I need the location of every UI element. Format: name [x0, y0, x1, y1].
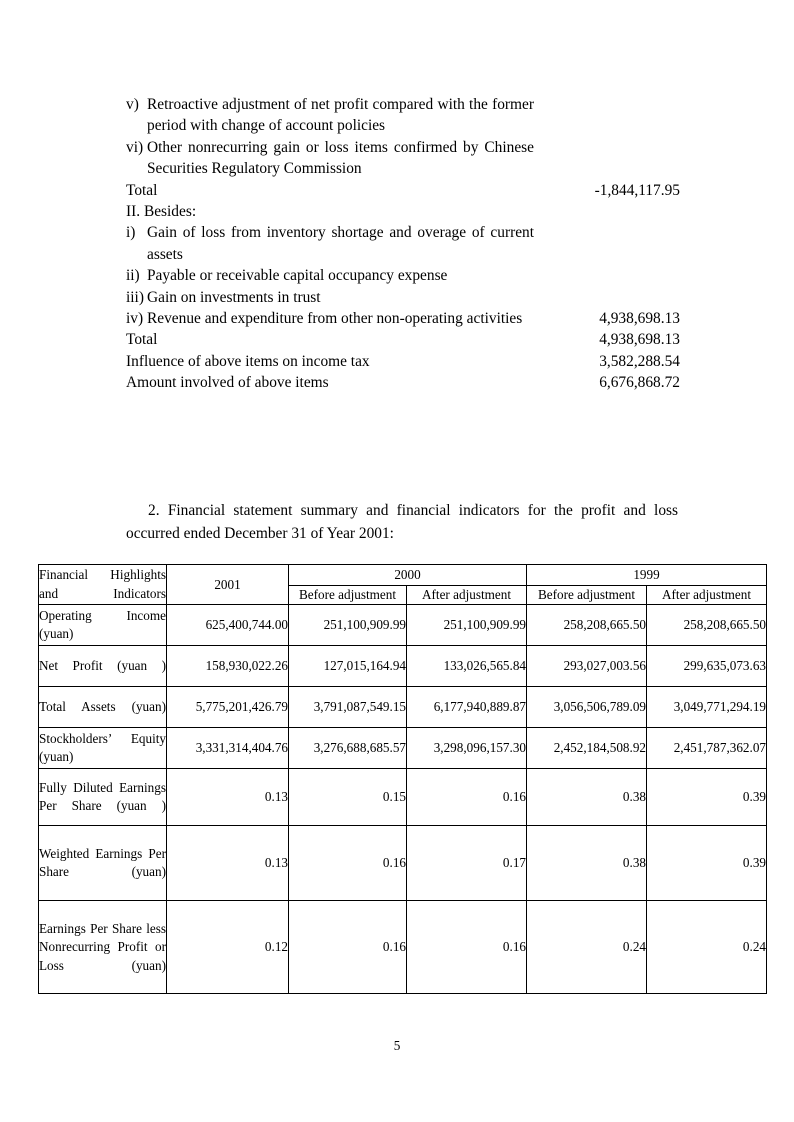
header-year-2001: 2001	[167, 565, 289, 605]
table-row	[39, 728, 767, 769]
row-label-fully-diluted-eps: Fully Diluted Earnings Per Share (yuan )	[39, 769, 167, 826]
row-label-operating-income: Operating Income (yuan)	[39, 605, 167, 646]
list-item-text: Other nonrecurring gain or loss items confirmed by Chinese Securities Regulatory Commission	[147, 138, 534, 178]
intro-paragraph: 2. Financial statement summary and financial indicators for the profit and loss occurred ended December 31 of Year 2001:	[126, 502, 678, 542]
list-marker: iv)	[126, 310, 144, 328]
table-row	[39, 687, 767, 728]
cell-1999-after: 0.39	[647, 826, 767, 901]
summary-row	[126, 351, 680, 372]
section-heading-text: II. Besides:	[126, 203, 197, 221]
cell-2000-after: 3,298,096,157.30	[407, 728, 527, 769]
cell-1999-before: 293,027,003.56	[527, 646, 647, 687]
header-1999-before-adjustment: Before adjustment	[527, 586, 647, 605]
page-number: 5	[393, 1038, 401, 1053]
cell-2000-after: 0.16	[407, 901, 527, 994]
cell-2000-after: 133,026,565.84	[407, 646, 527, 687]
list-marker: iii)	[126, 288, 144, 306]
total-row	[126, 180, 680, 201]
section-heading-besides	[126, 201, 680, 222]
summary-row	[126, 372, 680, 393]
summary-amount: 3,582,288.54	[599, 352, 680, 370]
cell-1999-before: 0.24	[527, 901, 647, 994]
cell-2000-before: 0.15	[289, 769, 407, 826]
table-row	[39, 826, 767, 901]
header-2000-before-adjustment: Before adjustment	[289, 586, 407, 605]
cell-2000-before: 251,100,909.99	[289, 605, 407, 646]
cell-2000-before: 0.16	[289, 901, 407, 994]
cell-1999-before: 2,452,184,508.92	[527, 728, 647, 769]
cell-2001: 158,930,022.26	[167, 646, 289, 687]
cell-2001: 625,400,744.00	[167, 605, 289, 646]
row-label-net-profit: Net Profit (yuan )	[39, 646, 167, 687]
table-header-row-1	[39, 565, 767, 586]
cell-2001: 0.12	[167, 901, 289, 994]
list-item	[126, 308, 680, 329]
cell-2001: 5,775,201,426.79	[167, 687, 289, 728]
cell-1999-before: 3,056,506,789.09	[527, 687, 647, 728]
table-row	[39, 605, 767, 646]
summary-label: Total	[126, 331, 158, 349]
cell-1999-after: 258,208,665.50	[647, 605, 767, 646]
financial-highlights-table	[38, 564, 767, 994]
cell-2000-before: 3,791,087,549.15	[289, 687, 407, 728]
list-item	[126, 222, 680, 265]
row-label-total-assets: Total Assets (yuan)	[39, 687, 167, 728]
cell-1999-before: 0.38	[527, 826, 647, 901]
cell-2000-after: 251,100,909.99	[407, 605, 527, 646]
header-1999-after-adjustment: After adjustment	[647, 586, 767, 605]
list-item-text: Gain of loss from inventory shortage and overage of current assets	[147, 224, 534, 263]
cell-2001: 0.13	[167, 826, 289, 901]
cell-1999-after: 2,451,787,362.07	[647, 728, 767, 769]
list-marker: vi)	[126, 138, 144, 156]
list-item-text: Payable or receivable capital occupancy expense	[147, 267, 448, 285]
header-2000-after-adjustment: After adjustment	[407, 586, 527, 605]
cell-1999-before: 0.38	[527, 769, 647, 826]
cell-1999-after: 299,635,073.63	[647, 646, 767, 687]
total-amount: -1,844,117.95	[594, 181, 680, 199]
cell-1999-after: 0.24	[647, 901, 767, 994]
list-item	[126, 265, 680, 286]
cell-2001: 3,331,314,404.76	[167, 728, 289, 769]
row-label-stockholders-equity: Stockholders’ Equity (yuan)	[39, 728, 167, 769]
summary-amount: 6,676,868.72	[599, 374, 680, 392]
cell-2000-after: 6,177,940,889.87	[407, 687, 527, 728]
list-marker: ii)	[126, 267, 140, 285]
cell-1999-after: 3,049,771,294.19	[647, 687, 767, 728]
list-item-amount: 4,938,698.13	[599, 310, 680, 328]
list-item	[126, 287, 680, 308]
table-row	[39, 901, 767, 994]
list-item-text: Retroactive adjustment of net profit compared with the former period with change of account policies	[147, 96, 534, 135]
list-item-text: Revenue and expenditure from other non-operating activities	[147, 310, 523, 328]
table-row	[39, 769, 767, 826]
cell-2001: 0.13	[167, 769, 289, 826]
table-row	[39, 646, 767, 687]
summary-amount: 4,938,698.13	[599, 331, 680, 349]
financial-table-container	[38, 564, 766, 994]
cell-2000-before: 0.16	[289, 826, 407, 901]
cell-2000-before: 127,015,164.94	[289, 646, 407, 687]
row-label-eps-less-nonrecurring: Earnings Per Share less Nonrecurring Profit or Loss (yuan)	[39, 901, 167, 994]
cell-1999-after: 0.39	[647, 769, 767, 826]
list-marker: i)	[126, 224, 136, 242]
list-item	[126, 137, 680, 180]
summary-label: Amount involved of above items	[126, 374, 329, 392]
cell-2000-after: 0.16	[407, 769, 527, 826]
nonrecurring-items-section	[126, 94, 680, 394]
summary-row	[126, 329, 680, 350]
header-row-label: Financial Highlights and Indicators	[39, 565, 167, 605]
summary-label: Influence of above items on income tax	[126, 352, 370, 370]
list-marker: v)	[126, 96, 139, 113]
list-item	[126, 94, 680, 137]
list-item-text: Gain on investments in trust	[147, 288, 321, 306]
cell-1999-before: 258,208,665.50	[527, 605, 647, 646]
header-year-1999: 1999	[527, 565, 767, 586]
header-year-2000: 2000	[289, 565, 527, 586]
total-label: Total	[126, 181, 158, 199]
cell-2000-before: 3,276,688,685.57	[289, 728, 407, 769]
row-label-weighted-eps: Weighted Earnings Per Share (yuan)	[39, 826, 167, 901]
cell-2000-after: 0.17	[407, 826, 527, 901]
